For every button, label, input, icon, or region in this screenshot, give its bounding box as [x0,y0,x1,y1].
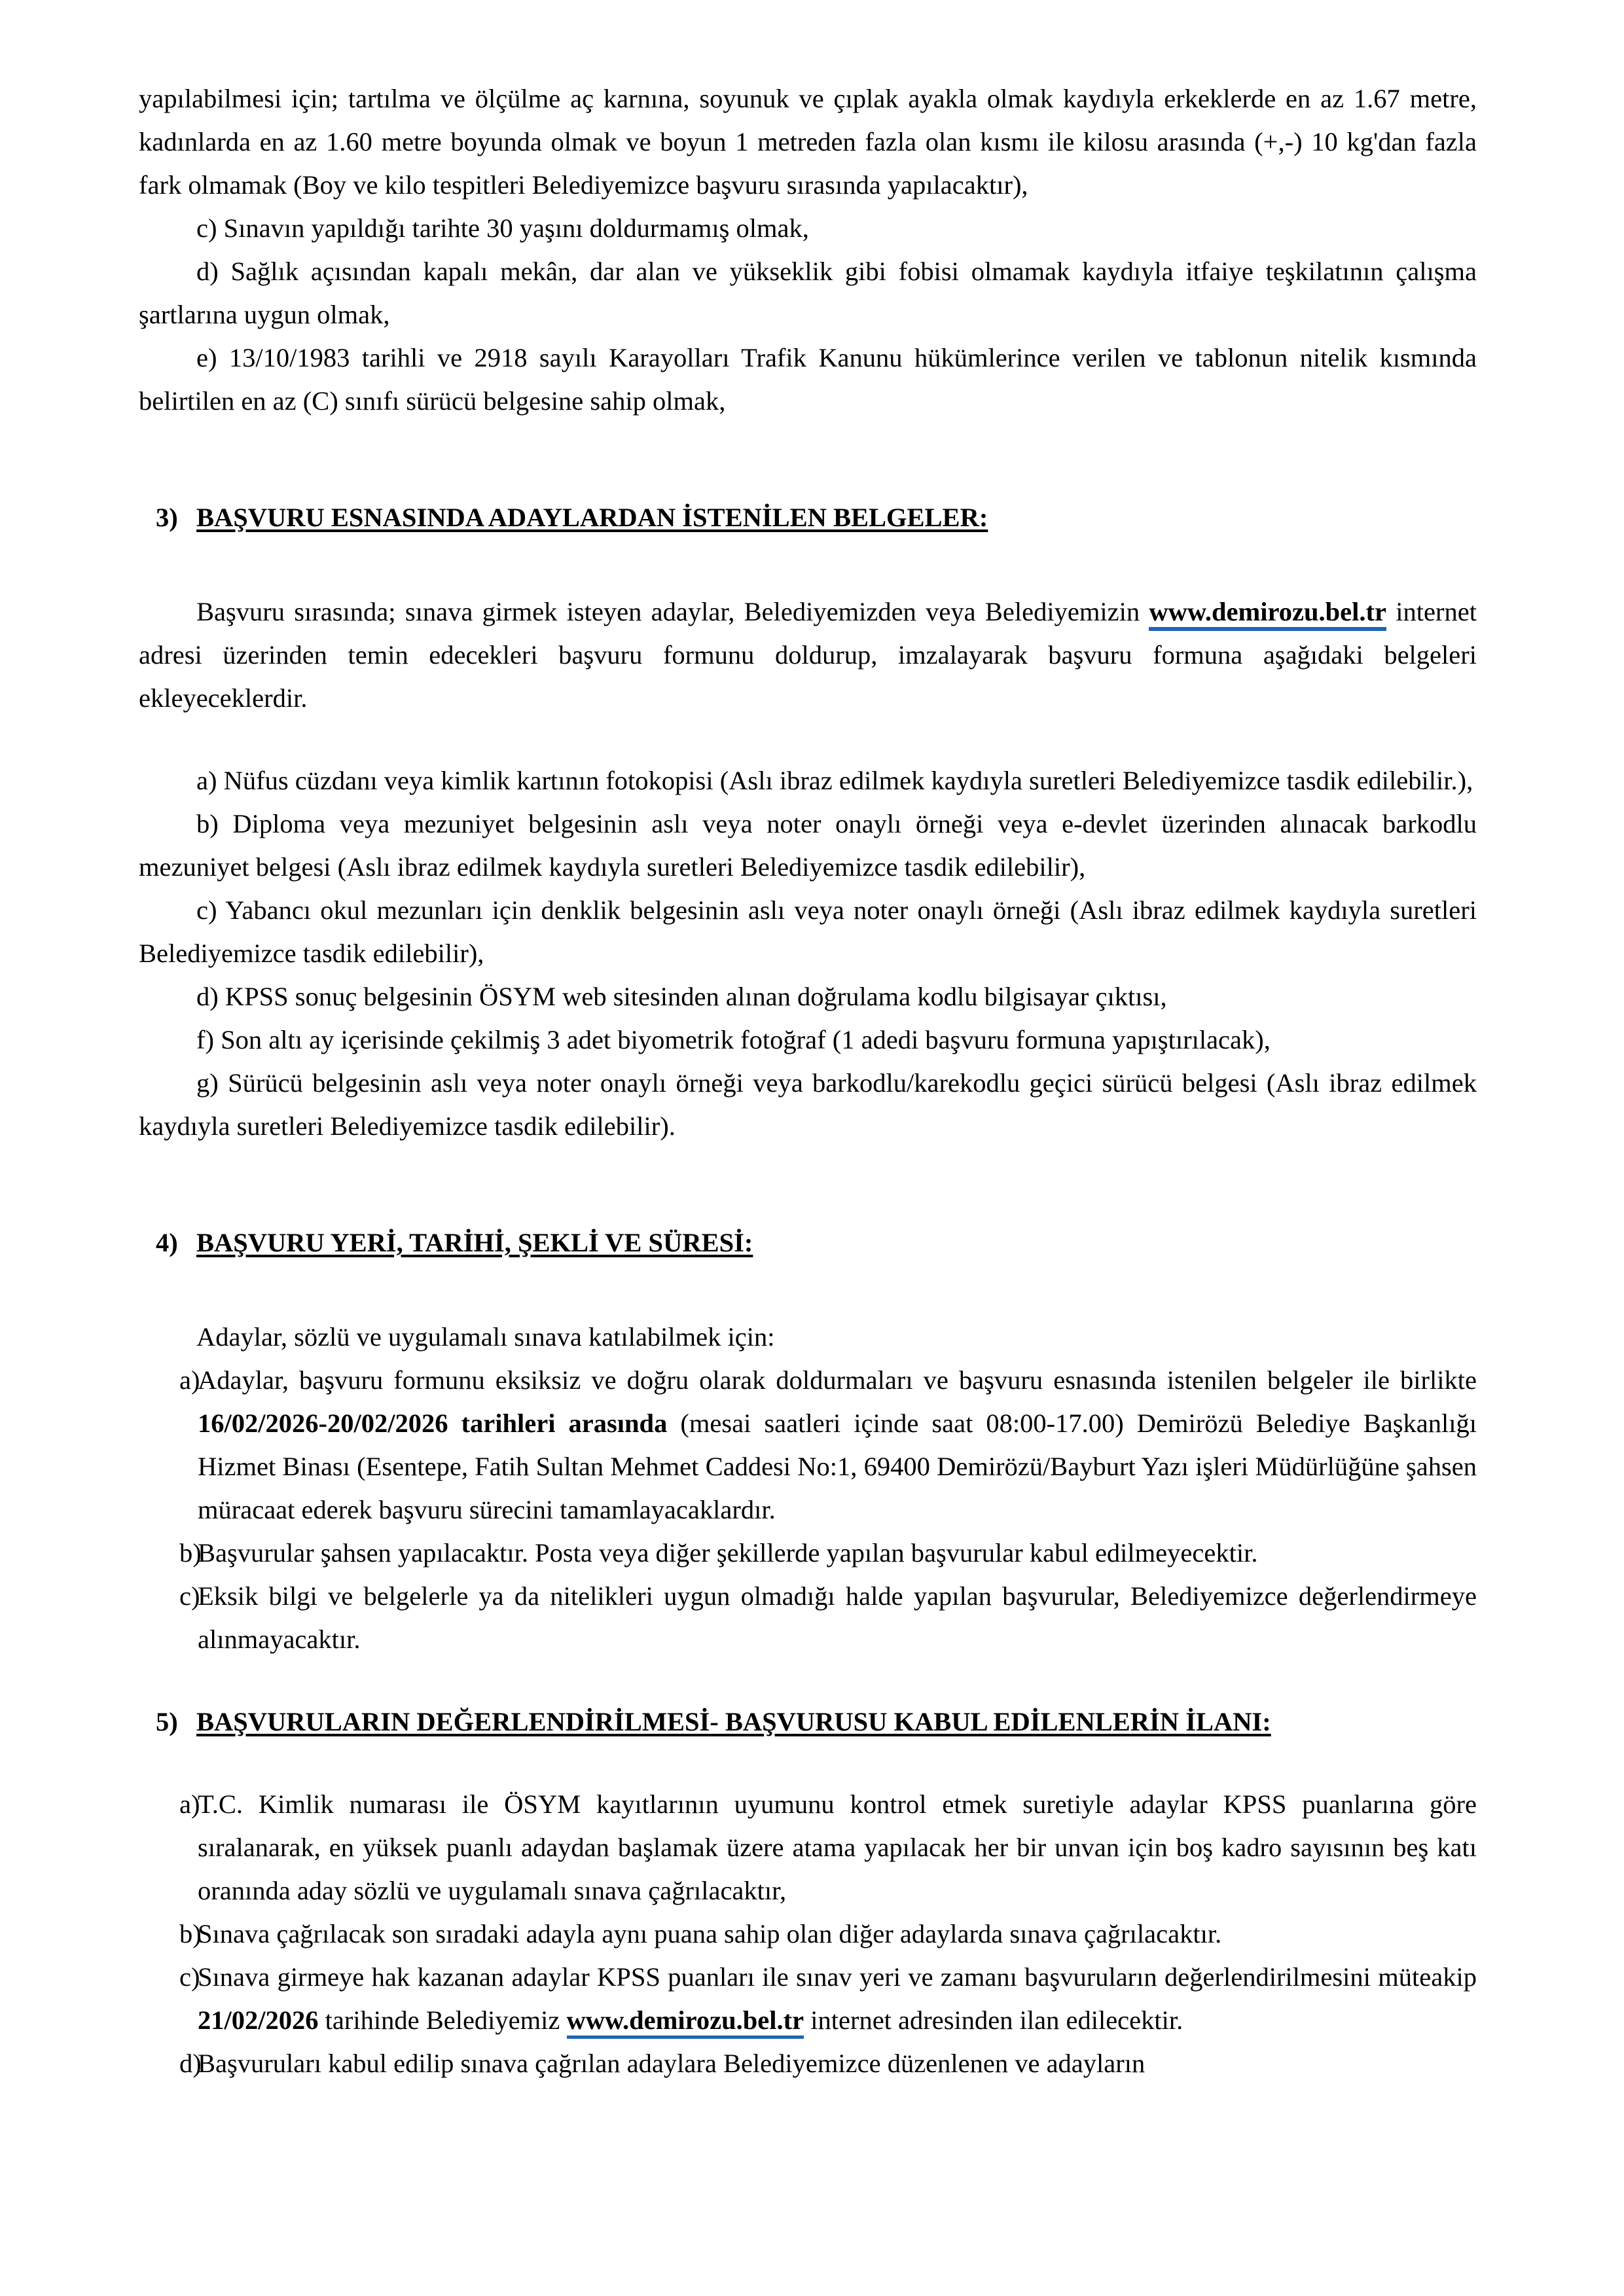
list-item [139,1912,1477,1956]
section-4-intro: Adaylar, sözlü ve uygulamalı sınava katılabilmek için: [196,1322,775,1352]
spacer [139,1661,1477,1700]
demirozu-website-link-2[interactable]: www.demirozu.bel.tr [567,2005,804,2039]
list-item [139,1956,1477,2042]
section-5-title-line2: İLANI: [1185,1707,1271,1736]
section-5-item-d-body: Başvuruları kabul edilip sınava çağrılan adaylara Belediyemizce düzenlenen ve adayların [198,2049,1146,2078]
section-4-heading [156,1221,1477,1265]
section-4-item-a-body [198,1359,1477,1532]
list-item [139,1359,1477,1532]
demirozu-website-link-1[interactable]: www.demirozu.bel.tr [1149,597,1386,631]
section-4-item-a-marker: a) [179,1365,200,1395]
section-4-item-a-after-bold: (mesai saatleri içinde saat 08:00-17.00) Demirözü Belediye Başkanlığı Hizmet Binası (Esentepe, Fatih Sultan Mehmet Caddesi No:1, 69400 Demirözü/Bayburt Yazı işleri Müdürlüğüne şahsen müracaat ederek başvuru sürecini tamamlayacaklardır. [198,1408,1477,1524]
spacer [139,539,1477,590]
requirement-item-d: d) Sağlık açısından kapalı mekân, dar alan ve yükseklik gibi fobisi olmamak kaydıyla itfaiye teşkilatının çalışma şartlarına uygun olmak, [139,257,1477,329]
section-5-item-a-body: T.C. Kimlik numarası ile ÖSYM kayıtlarının uyumunu kontrol etmek suretiyle adaylar KPSS puanlarına göre sıralanarak, en yüksek puanlı adaydan başlamak üzere atama yapılacak her bir unvan için boş kadro sayısının beş katı oranında aday sözlü ve uygulamalı sınava çağrılacaktır, [198,1789,1477,1905]
section-5-heading [156,1700,1477,1744]
section-5-title [196,1700,1477,1744]
section-4-item-c-marker: c) [179,1581,200,1611]
section-5-item-c-after-link: internet adresinden ilan edilecektir. [804,2005,1183,2035]
section-5-number: 5) [156,1707,178,1736]
section-5-item-d-marker: d) [179,2049,202,2078]
spacer [139,423,1477,496]
spacer [139,1265,1477,1316]
section-3-item-c: c) Yabancı okul mezunları için denklik belgesinin aslı veya noter onaylı örneği (Aslı ibraz edilmek kaydıyla suretleri Belediyemizce tasdik edilebilir), [139,895,1477,968]
document-body [139,77,1477,2085]
section-4-item-b-body: Başvurular şahsen yapılacaktır. Posta veya diğer şekillerde yapılan başvurular kabul edilmeyecektir. [198,1538,1258,1568]
list-item [139,1532,1477,1575]
list-item [139,1575,1477,1661]
section-4-number: 4) [156,1228,178,1257]
section-3-title: BAŞVURU ESNASINDA ADAYLARDAN İSTENİLEN BELGELER: [196,503,988,532]
section-4-title: BAŞVURU YERİ, TARİHİ, ŞEKLİ VE SÜRESİ: [196,1228,753,1257]
section-3-heading [156,496,1477,539]
section-5-item-c-marker: c) [179,1962,200,1992]
section-5-item-a-marker: a) [179,1789,200,1819]
section-5-item-c-mid: tarihinde Belediyemiz [318,2005,567,2035]
section-5-title-line1: BAŞVURULARIN DEĞERLENDİRİLMESİ- BAŞVURUSU KABUL EDİLENLERİN [196,1707,1180,1736]
spacer [139,1744,1477,1783]
section-5-item-c-body [198,1956,1477,2042]
section-3-number: 3) [156,503,178,532]
list-item [139,1783,1477,1912]
application-date-range: 16/02/2026-20/02/2026 tarihleri arasında [198,1408,668,1438]
section-3-item-d: d) KPSS sonuç belgesinin ÖSYM web sitesinden alınan doğrulama kodlu bilgisayar çıktısı, [196,982,1167,1011]
section-4-list [139,1359,1477,1661]
section-3-item-g: g) Sürücü belgesinin aslı veya noter onaylı örneği veya barkodlu/karekodlu geçici sürücü belgesi (Aslı ibraz edilmek kaydıyla suretleri Belediyemizce tasdik edilebilir). [139,1068,1477,1141]
section-3-intro-after-link: internet adresi üzerinden temin edecekleri başvuru formunu doldurup, imzalayarak başvuru formuna aşağıdaki belgeleri ekleyeceklerdir. [139,597,1477,713]
spacer [139,1148,1477,1221]
section-5-list [139,1783,1477,2085]
section-5-item-b-marker: b) [179,1919,202,1948]
section-4-item-b-marker: b) [179,1538,202,1568]
section-3-item-f: f) Son altı ay içerisinde çekilmiş 3 adet biyometrik fotoğraf (1 adedi başvuru formuna yapıştırılacak), [196,1025,1271,1054]
section-5-item-c-before-bold: Sınava girmeye hak kazanan adaylar KPSS puanları ile sınav yeri ve zamanı başvuruların değerlendirilmesini müteakip [198,1962,1477,1992]
continuation-paragraph: yapılabilmesi için; tartılma ve ölçülme aç karnına, soyunuk ve çıplak ayakla olmak kaydıyla erkeklerde en az 1.67 metre, kadınlarda en az 1.60 metre boyunda olmak ve boyun 1 metreden fazla olan kısmı ile kilosu arasında (+,-) 10 kg'dan fazla fark olmamak (Boy ve kilo tespitleri Belediyemizce başvuru sırasında yapılacaktır), [139,84,1477,200]
section-3-intro-before-link: Başvuru sırasında; sınava girmek isteyen adaylar, Belediyemizden veya Belediyemizin [196,597,1149,626]
section-3-item-b: b) Diploma veya mezuniyet belgesinin aslı veya noter onaylı örneği veya e-devlet üzerinden alınacak barkodlu mezuniyet belgesi (Aslı ibraz edilmek kaydıyla suretleri Belediyemizce tasdik edilebilir), [139,809,1477,882]
section-4-item-c-body: Eksik bilgi ve belgelerle ya da nitelikleri uygun olmadığı halde yapılan başvurular, Belediyemizce değerlendirmeye alınmayacaktır. [198,1581,1477,1654]
list-item [139,2042,1477,2085]
section-3-intro-paragraph [139,590,1477,720]
section-4-item-a-before-bold: Adaylar, başvuru formunu eksiksiz ve doğru olarak doldurmaları ve başvuru esnasında istenilen belgeler ile birlikte [198,1365,1477,1395]
spacer [139,720,1477,759]
section-3-item-a: a) Nüfus cüzdanı veya kimlik kartının fotokopisi (Aslı ibraz edilmek kaydıyla suretleri Belediyemizce tasdik edilebilir.), [196,766,1473,795]
announcement-date: 21/02/2026 [198,2005,319,2035]
requirement-item-c: c) Sınavın yapıldığı tarihte 30 yaşını doldurmamış olmak, [196,213,809,243]
section-5-item-b-body: Sınava çağrılacak son sıradaki adayla aynı puana sahip olan diğer adaylarda sınava çağrılacaktır. [198,1919,1222,1948]
requirement-item-e: e) 13/10/1983 tarihli ve 2918 sayılı Karayolları Trafik Kanunu hükümlerince verilen ve tablonun nitelik kısmında belirtilen en az (C) sınıfı sürücü belgesine sahip olmak, [139,343,1477,416]
